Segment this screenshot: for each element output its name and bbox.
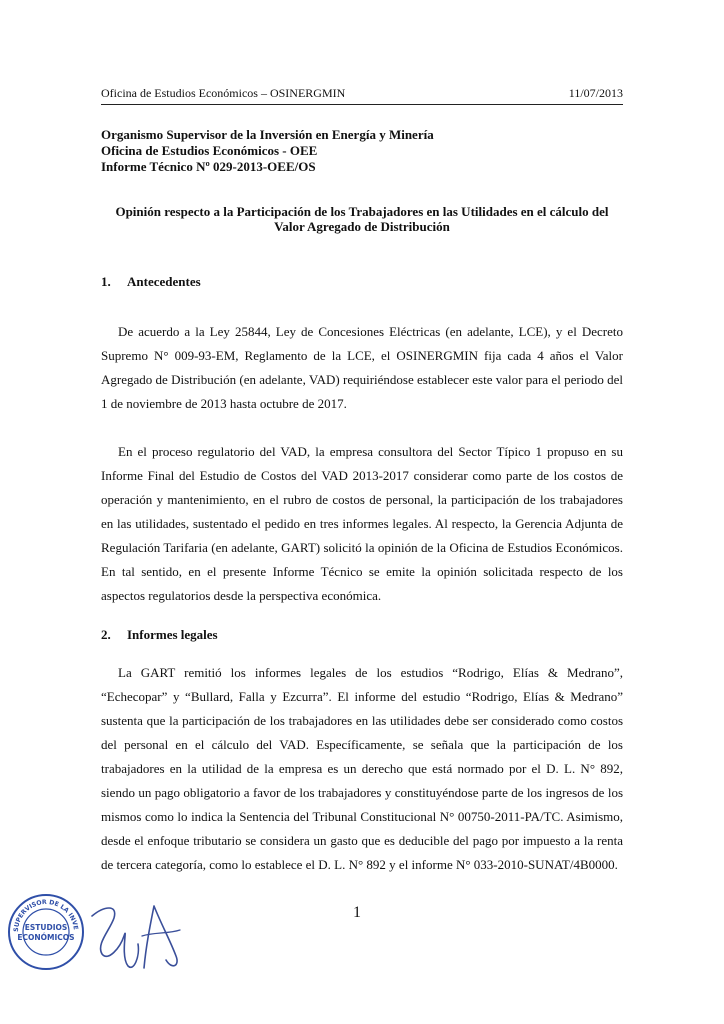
org-name: Organismo Supervisor de la Inversión en Energía y Minería — [101, 127, 434, 142]
header-date: 11/07/2013 — [568, 86, 623, 100]
report-title — [101, 204, 623, 234]
office-name: Oficina de Estudios Económicos - OEE — [101, 143, 318, 158]
paragraph-1: De acuerdo a la Ley 25844, Ley de Concesiones Eléctricas (en adelante, LCE), y el Decreto Supremo N° 009-93-EM, Reglamento de la LCE, el OSINERGMIN fija cada 4 años el Valor Agregado de Distribución (en adelante, VAD) requiriéndose establecer este valor para el periodo del 1 de noviembre de 2013 hasta octubre de 2017. — [101, 324, 623, 411]
institutional-seal-icon — [6, 892, 86, 977]
page-number: 1 — [353, 904, 361, 921]
organization-block — [101, 127, 623, 175]
seal-center-text-2: ECONÓMICOS — [17, 933, 75, 942]
report-number: Informe Técnico Nº 029-2013-OEE/OS — [101, 159, 316, 174]
paragraph-2: En el proceso regulatorio del VAD, la empresa consultora del Sector Típico 1 propuso en su Informe Final del Estudio de Costos del VAD 2013-2017 considerar como parte de los costos de operación y mantenimiento, en el rubro de costos de personal, la participación de los trabajadores en las utilidades, sustentado el pedido en tres informes legales. Al respecto, la Gerencia Adjunta de Regulación Tarifaria (en adelante, GART) solicitó la opinión de la Oficina de Estudios Económicos. En tal sentido, en el presente Informe Técnico se emite la opinión solicitada respecto de los aspectos regulatorios desde la perspectiva económica. — [101, 444, 623, 603]
paragraph-3: La GART remitió los informes legales de los estudios “Rodrigo, Elías & Medrano”, “Echecopar” y “Bullard, Falla y Ezcurra”. El informe del estudio “Rodrigo, Elías & Medrano” sustenta que la participación de los trabajadores en las utilidades debe ser considerado como costos del personal en el cálculo del VAD. Específicamente, se señala que la participación de los trabajadores en la utilidad de la empresa es un derecho que está normado por el D. L. N° 892, siendo un pago obligatorio a favor de los trabajadores y constituyéndose parte de los ingresos de los mismos como lo indica la Sentencia del Tribunal Constitucional N° 00750-2011-PA/TC. Asimismo, desde el enfoque tributario se considera un gasto que es deducible del pago por impuesto a la renta de tercera categoría, como lo establece el D. L. N° 892 y el informe N° 033-2010-SUNAT/4B0000. — [101, 665, 623, 872]
seal-ring-text: SUPERVISOR DE LA INVE — [12, 898, 79, 933]
section-title: Antecedentes — [127, 274, 201, 289]
running-header — [101, 86, 623, 101]
header-office: Oficina de Estudios Económicos – OSINERGMIN — [101, 86, 346, 100]
seal-center-text-1: ESTUDIOS — [24, 923, 68, 932]
section-number: 1. — [101, 274, 111, 289]
report-title-line-2: Valor Agregado de Distribución — [274, 219, 450, 234]
section-heading-informes-legales — [101, 627, 218, 643]
section-heading-antecedentes — [101, 274, 201, 290]
report-title-line-1: Opinión respecto a la Participación de los Trabajadores en las Utilidades en el cálculo del — [115, 204, 609, 219]
section-number: 2. — [101, 627, 111, 642]
header-rule — [101, 104, 623, 105]
handwritten-signature-icon — [84, 896, 194, 981]
section-title: Informes legales — [127, 627, 218, 642]
